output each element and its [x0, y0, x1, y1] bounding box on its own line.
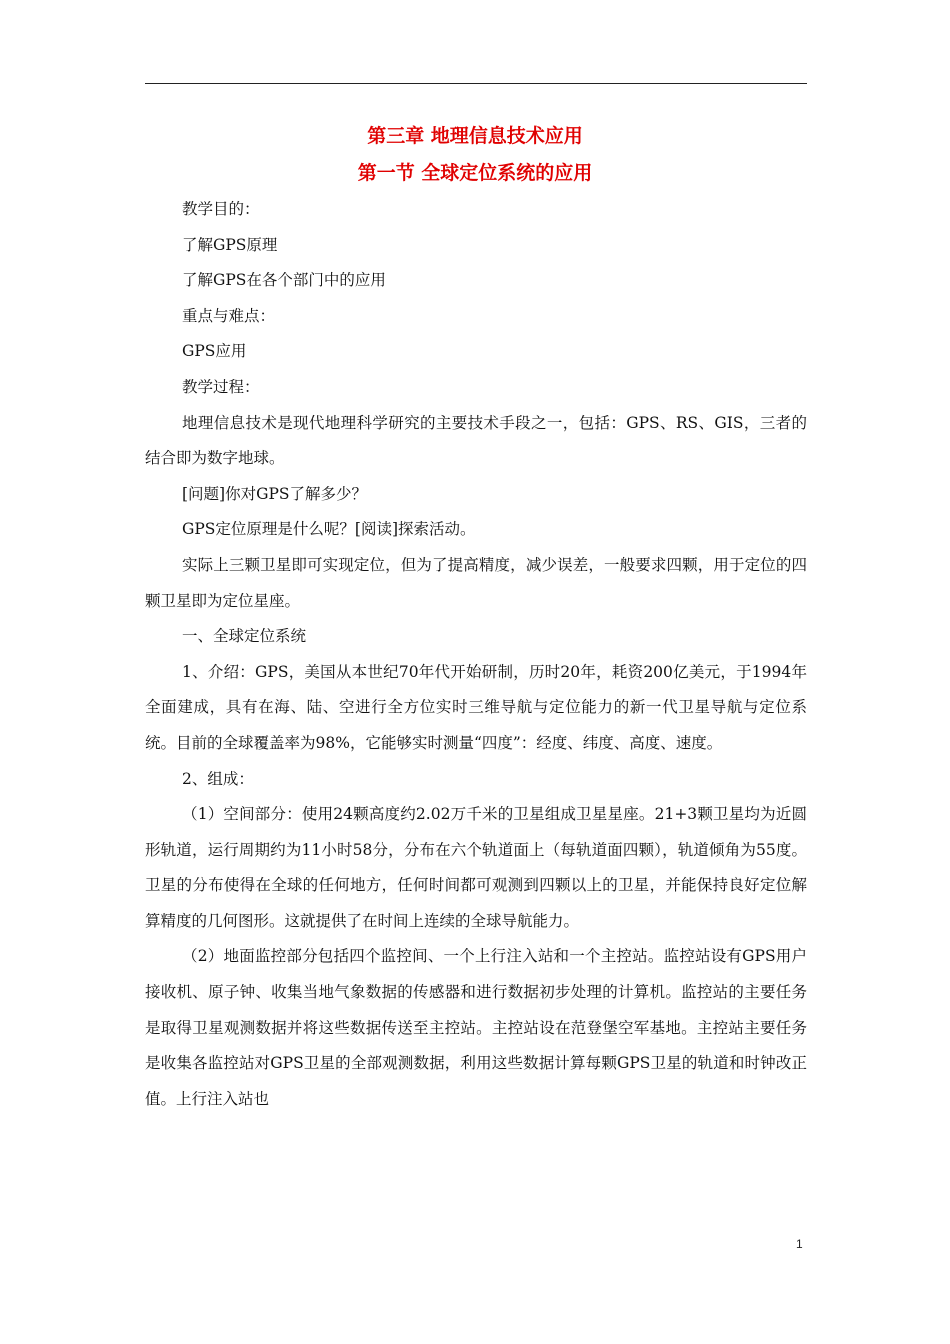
section-title: 第一节 全球定位系统的应用	[357, 162, 593, 184]
paragraph: 了解GPS原理	[182, 235, 278, 254]
paragraph: 实际上三颗卫星即可实现定位，但为了提高精度，减少误差，一般要求四颗，用于定位的四颗卫星即为定位星座。	[145, 555, 807, 610]
paragraph: 1、介绍：GPS，美国从本世纪70年代开始研制，历时20年，耗资200亿美元，于1994年全面建成，具有在海、陆、空进行全方位实时三维导航与定位能力的新一代卫星导航与定位系统。目前的全球覆盖率为98%，它能够实时测量“四度”：经度、纬度、高度、速度。	[145, 662, 807, 752]
paragraph: 2、组成：	[182, 769, 254, 788]
paragraph: 重点与难点：	[182, 306, 276, 325]
chapter-title: 第三章 地理信息技术应用	[367, 125, 583, 147]
paragraph: GPS定位原理是什么呢？[阅读]探索活动。	[182, 520, 476, 539]
paragraph: GPS应用	[182, 342, 247, 361]
paragraph: 一、全球定位系统	[182, 627, 307, 646]
paragraph: 了解GPS在各个部门中的应用	[182, 271, 386, 290]
paragraph: 地理信息技术是现代地理科学研究的主要技术手段之一，包括：GPS、RS、GIS，三者的结合即为数字地球。	[145, 413, 807, 468]
body-text	[145, 192, 807, 1117]
paragraph: 教学目的：	[182, 200, 260, 218]
paragraph: （1）空间部分：使用24颗高度约2.02万千米的卫星组成卫星星座。21+3颗卫星均为近圆形轨道，运行周期约为11小时58分，分布在六个轨道面上（每轨道面四颗），轨道倾角为55度。卫星的分布使得在全球的任何地方，任何时间都可观测到四颗以上的卫星，并能保持良好定位解算精度的几何图形。这就提供了在时间上连续的全球导航能力。	[145, 805, 807, 930]
paragraph: [问题]你对GPS了解多少？	[182, 484, 368, 503]
paragraph: （2）地面监控部分包括四个监控间、一个上行注入站和一个主控站。监控站设有GPS用户接收机、原子钟、收集当地气象数据的传感器和进行数据初步处理的计算机。监控站的主要任务是取得卫星观测数据并将这些数据传送至主控站。主控站设在范登堡空军基地。主控站主要任务是收集各监控站对GPS卫星的全部观测数据，利用这些数据计算每颗GPS卫星的轨道和时钟改正值。上行注入站也	[145, 947, 807, 1108]
header-rule	[145, 83, 807, 84]
paragraph: 教学过程：	[182, 377, 260, 396]
page-number: 1	[796, 1237, 803, 1251]
